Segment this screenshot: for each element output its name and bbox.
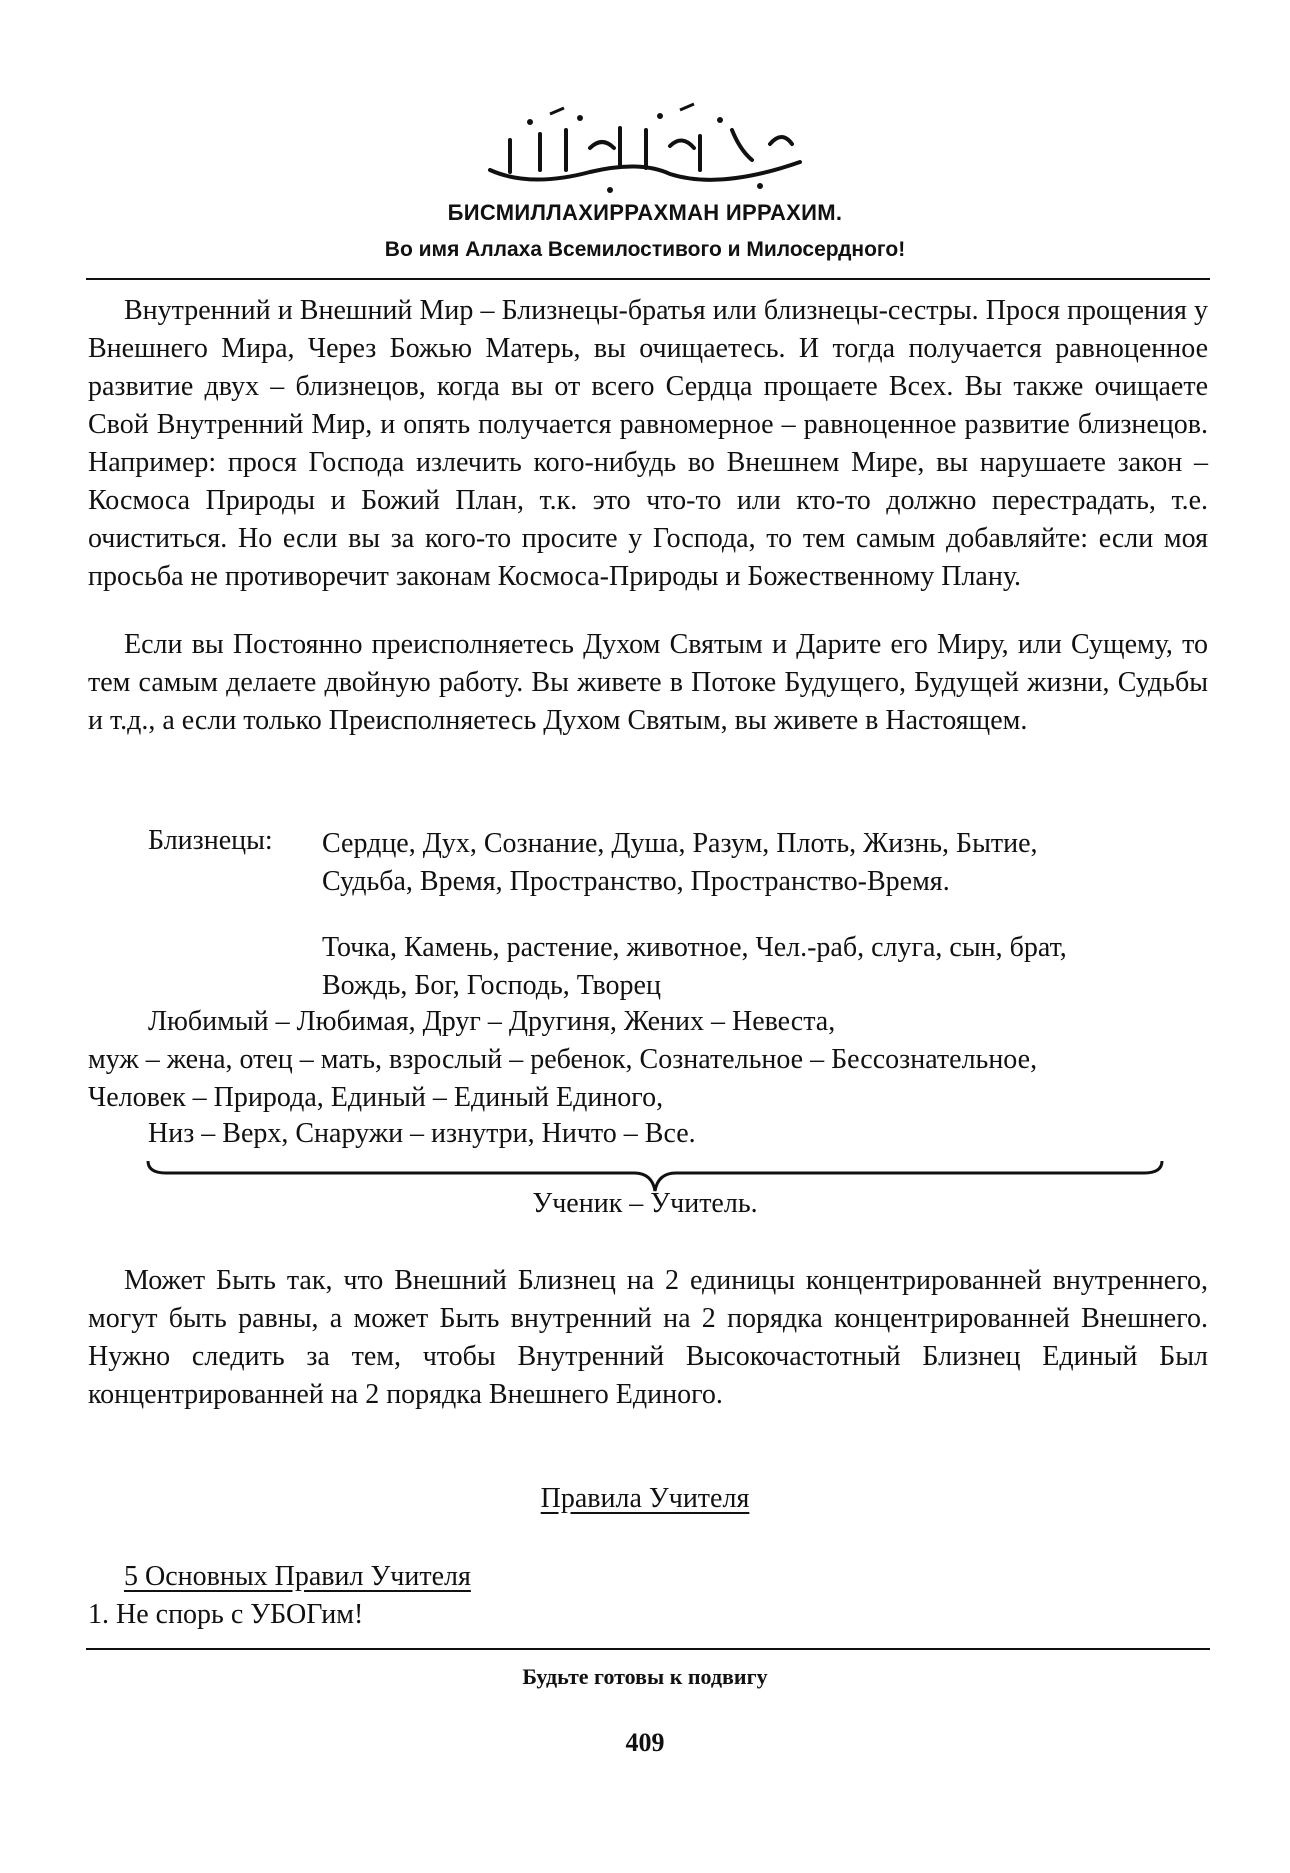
twins-line-1: Сердце, Дух, Сознание, Душа, Разум, Плоть, Жизнь, Бытие, bbox=[322, 828, 1038, 859]
twins-line-6: муж – жена, отец – мать, взрослый – ребенок, Сознательное – Бессознательное, bbox=[88, 1044, 1038, 1075]
twins-line-2: Судьба, Время, Пространство, Пространство-Время. bbox=[322, 866, 950, 897]
twins-line-3: Точка, Камень, растение, животное, Чел.-раб, слуга, сын, брат, bbox=[322, 932, 1067, 963]
header-subtitle: Во имя Аллаха Всемилостивого и Милосердного! bbox=[384, 238, 906, 261]
paragraph-3 bbox=[88, 1262, 1208, 1414]
header-title: БИСМИЛЛАХИРРАХМАН ИРРАХИМ. bbox=[447, 200, 843, 225]
paragraph-2-text: Если вы Постоянно преисполняетесь Духом Святым и Дарите его Миру, или Сущему, то тем самым делаете двойную работу. Вы живете в Потоке Будущего, Будущей жизни, Судьбы и т.д., а если только Преисполняетесь Духом Святым, вы живете в Настоящем. bbox=[88, 629, 1208, 736]
paragraph-1 bbox=[88, 292, 1208, 596]
twins-label: Близнецы: bbox=[148, 825, 273, 856]
page-number: 409 bbox=[625, 1728, 665, 1757]
twins-line-4: Вождь, Бог, Господь, Творец bbox=[322, 970, 661, 1001]
twins-line-7: Человек – Природа, Единый – Единый Единого, bbox=[88, 1082, 664, 1113]
twins-line-8: Низ – Верх, Снаружи – изнутри, Ничто – Все. bbox=[148, 1118, 696, 1149]
paragraph-3-text: Может Быть так, что Внешний Близнец на 2 единицы концентрированней внутреннего, могут быть равны, а может Быть внутренний на 2 порядка концентрированней Внешнего. Нужно следить за тем, чтобы Внутренний Высокочастотный Близнец Единый Был концентрированней на 2 порядка Внешнего Единого. bbox=[88, 1265, 1208, 1410]
paragraph-2 bbox=[88, 626, 1208, 740]
section-title: Правила Учителя bbox=[540, 1483, 750, 1514]
rules-heading: 5 Основных Правил Учителя bbox=[124, 1561, 471, 1592]
bismillah-calligraphy bbox=[470, 100, 820, 200]
rule-1: 1. Не спорь с УБОГим! bbox=[88, 1599, 364, 1630]
brace-label: Ученик – Учитель. bbox=[532, 1188, 758, 1219]
paragraph-1-text: Внутренний и Внешний Мир – Близнецы-братья или близнецы-сестры. Прося прощения у Внешнего Мира, Через Божью Матерь, вы очищаетесь. И тогда получается равноценное развитие двух – близнецов, когда вы от всего Сердца прощаете Всех. Вы также очищаете Свой Внутренний Мир, и опять получается равномерное – равноценное развитие близнецов. Например: прося Господа излечить кого-нибудь во Внешнем Мире, вы нарушаете закон – Космоса Природы и Божий План, т.к. это что-то или кто-то должно перестрадать, т.е. очиститься. Но если вы за кого-то просите у Господа, то тем самым добавляйте: если моя просьба не противоречит законам Космоса-Природы и Божественному Плану. bbox=[88, 295, 1208, 592]
footer-divider bbox=[86, 1648, 1210, 1650]
header-divider bbox=[86, 278, 1210, 280]
twins-line-5: Любимый – Любимая, Друг – Другиня, Жених – Невеста, bbox=[148, 1006, 836, 1037]
footer-motto: Будьте готовы к подвигу bbox=[522, 1664, 768, 1689]
